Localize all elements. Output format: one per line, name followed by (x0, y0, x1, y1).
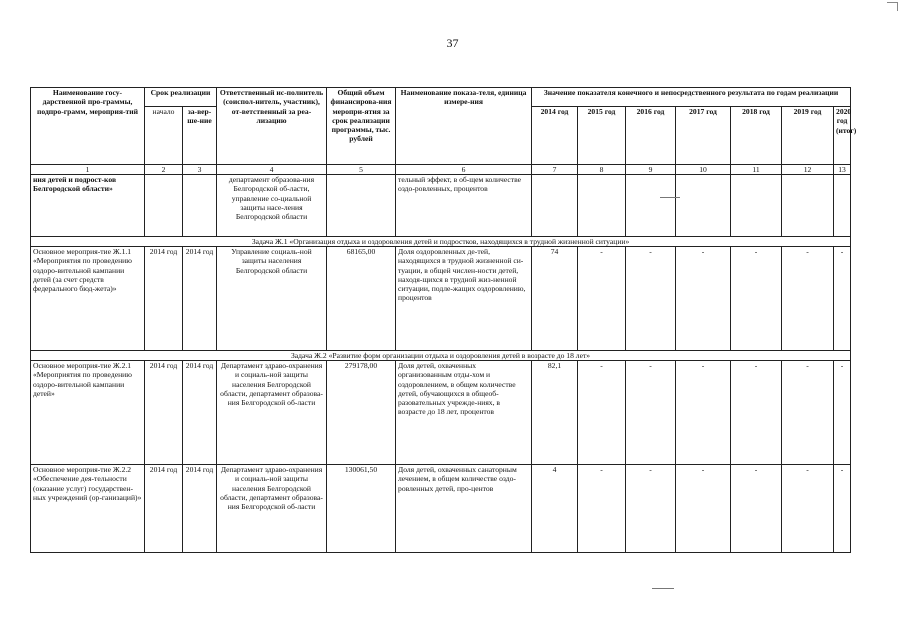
cell-value-2019: - (782, 247, 834, 351)
cell-empty (676, 175, 731, 237)
cell-value-2016: - (626, 465, 676, 553)
header-year-2014: 2014 год (532, 107, 578, 165)
cell-name: Основное мероприя-тие Ж.2.1 «Мероприятия по проведению оздоро-вительной кампании детей» (31, 361, 145, 465)
cell-financing: 279178,00 (327, 361, 396, 465)
cell-value-2018: - (731, 247, 782, 351)
column-number: 8 (578, 165, 626, 175)
cell-empty (183, 175, 217, 237)
header-financing: Общий объем финансирова-ния меропри-ятия за срок реализации программы, тыс. рублей (327, 88, 396, 165)
header-row-1 (31, 88, 851, 107)
results-table (30, 87, 857, 553)
header-year-2020: 2020 год (итог) (834, 107, 851, 165)
header-year-2017: 2017 год (676, 107, 731, 165)
cell-indicator: Доля детей, охваченных санаторным лечением, в общем количестве оздо-ровленных детей, про-центов (396, 465, 532, 553)
cell-empty (145, 175, 183, 237)
task-title: Задача Ж.1 «Организация отдыха и оздоровления детей и подростков, находящихся в трудной жизненной ситуации» (31, 237, 851, 247)
table-row-2 (31, 361, 851, 465)
header-year-2018: 2018 год (731, 107, 782, 165)
cell-value-2017: - (676, 247, 731, 351)
task-row-1 (31, 237, 851, 247)
cell-financing: 130061,50 (327, 465, 396, 553)
column-number: 9 (626, 165, 676, 175)
column-number: 5 (327, 165, 396, 175)
cell-empty (731, 175, 782, 237)
page-corner-mark (887, 2, 898, 11)
cell-indicator: Доля детей, охваченных организованным отды-хом и оздоровлением, в общем количестве детей, обучающихся в общеоб-разовательных учрежде-ниях, в возрасте до 18 лет, процентов (396, 361, 532, 465)
cell-responsible: Управление социаль-ной защиты населения Белгородской области (217, 247, 327, 351)
column-number: 11 (731, 165, 782, 175)
column-number-row (31, 165, 851, 175)
cell-start: 2014 год (145, 247, 183, 351)
column-number: 4 (217, 165, 327, 175)
cell-indicator: Доля оздоровленных де-тей, находящихся в трудной жизненной си-туации, в общей числен-ности детей, находя-щихся в трудной жиз-ненной ситуации, подле-жащих оздоровлению, процентов (396, 247, 532, 351)
column-number: 7 (532, 165, 578, 175)
cell-value-2020: - (834, 361, 851, 465)
cell-empty (532, 175, 578, 237)
cell-empty (782, 175, 834, 237)
cell-value-2014: 74 (532, 247, 578, 351)
cell-value-2015: - (578, 247, 626, 351)
cell-name: ния детей и подрост-ков Белгородской области» (31, 175, 145, 237)
cell-start: 2014 год (145, 465, 183, 553)
cell-value-2014: 4 (532, 465, 578, 553)
cell-value-2018: - (731, 361, 782, 465)
column-number: 13 (834, 165, 851, 175)
cell-value-2019: - (782, 361, 834, 465)
cell-financing: 68165,00 (327, 247, 396, 351)
cell-value-2016: - (626, 361, 676, 465)
cell-start: 2014 год (145, 361, 183, 465)
cell-end: 2014 год (183, 247, 217, 351)
column-number: 2 (145, 165, 183, 175)
header-result-group: Значение показателя конечного и непосредственного результата по годам реализации (532, 88, 851, 107)
cell-indicator: тельный эффект, в об-щем количестве оздо-ровленных, процентов (396, 175, 532, 237)
cell-value-2017: - (676, 465, 731, 553)
cell-value-2018: - (731, 465, 782, 553)
header-term: Срок реализации (145, 88, 217, 107)
cell-name: Основное мероприя-тие Ж.2.2 «Обеспечение дея-тельности (оказание услуг) государствен-ных учреждений (ор-ганизаций)» (31, 465, 145, 553)
cell-empty (626, 175, 676, 237)
header-term-end: за-вер-ше-ние (183, 107, 217, 165)
header-year-2019: 2019 год (782, 107, 834, 165)
header-indicator: Наименование показа-теля, единица измере-ния (396, 88, 532, 165)
cell-value-2016: - (626, 247, 676, 351)
cell-name: Основное мероприя-тие Ж.1.1 «Мероприятия по проведению оздоро-вительной кампании детей (за счет средств федерального бюд-жета)» (31, 247, 145, 351)
column-number: 3 (183, 165, 217, 175)
header-term-start: начало (145, 107, 183, 165)
cell-responsible: Департамент здраво-охранения и социаль-ной защиты населения Белгородской области, департамент образова-ния Белгородской об-ласти (217, 465, 327, 553)
header-year-2016: 2016 год (626, 107, 676, 165)
task-title: Задача Ж.2 «Развитие форм организации отдыха и оздоровления детей в возрасте до 18 лет» (31, 351, 851, 361)
column-number: 6 (396, 165, 532, 175)
column-number: 10 (676, 165, 731, 175)
cell-empty (578, 175, 626, 237)
page-number: 37 (446, 36, 459, 50)
header-responsible: Ответственный ис-полнитель (соиспол-нитель, участник), от-ветственный за реа-лизацию (217, 88, 327, 165)
cell-end: 2014 год (183, 465, 217, 553)
header-year-2015: 2015 год (578, 107, 626, 165)
cell-value-2019: - (782, 465, 834, 553)
cell-empty (834, 175, 851, 237)
cell-responsible: департамент образова-ния Белгородской об-ласти, управление со-циальной защиты насе-ления Белгородской области (217, 175, 327, 237)
cell-value-2017: - (676, 361, 731, 465)
cell-value-2020: - (834, 465, 851, 553)
cell-end: 2014 год (183, 361, 217, 465)
cell-value-2015: - (578, 361, 626, 465)
table-row-1 (31, 247, 851, 351)
cell-empty (327, 175, 396, 237)
scan-artifact (652, 588, 674, 589)
table-row-continuation (31, 175, 851, 237)
column-number: 12 (782, 165, 834, 175)
scan-artifact (660, 197, 680, 198)
table-row-3 (31, 465, 851, 553)
column-number: 1 (31, 165, 145, 175)
task-row-2 (31, 351, 851, 361)
header-name: Наименование госу-дарственной про-граммы, подпро-грамм, мероприя-тий (31, 88, 145, 165)
cell-value-2020: - (834, 247, 851, 351)
cell-value-2015: - (578, 465, 626, 553)
cell-value-2014: 82,1 (532, 361, 578, 465)
cell-responsible: Департамент здраво-охранения и социаль-ной защиты населения Белгородской области, департамент образова-ния Белгородской об-ласти (217, 361, 327, 465)
